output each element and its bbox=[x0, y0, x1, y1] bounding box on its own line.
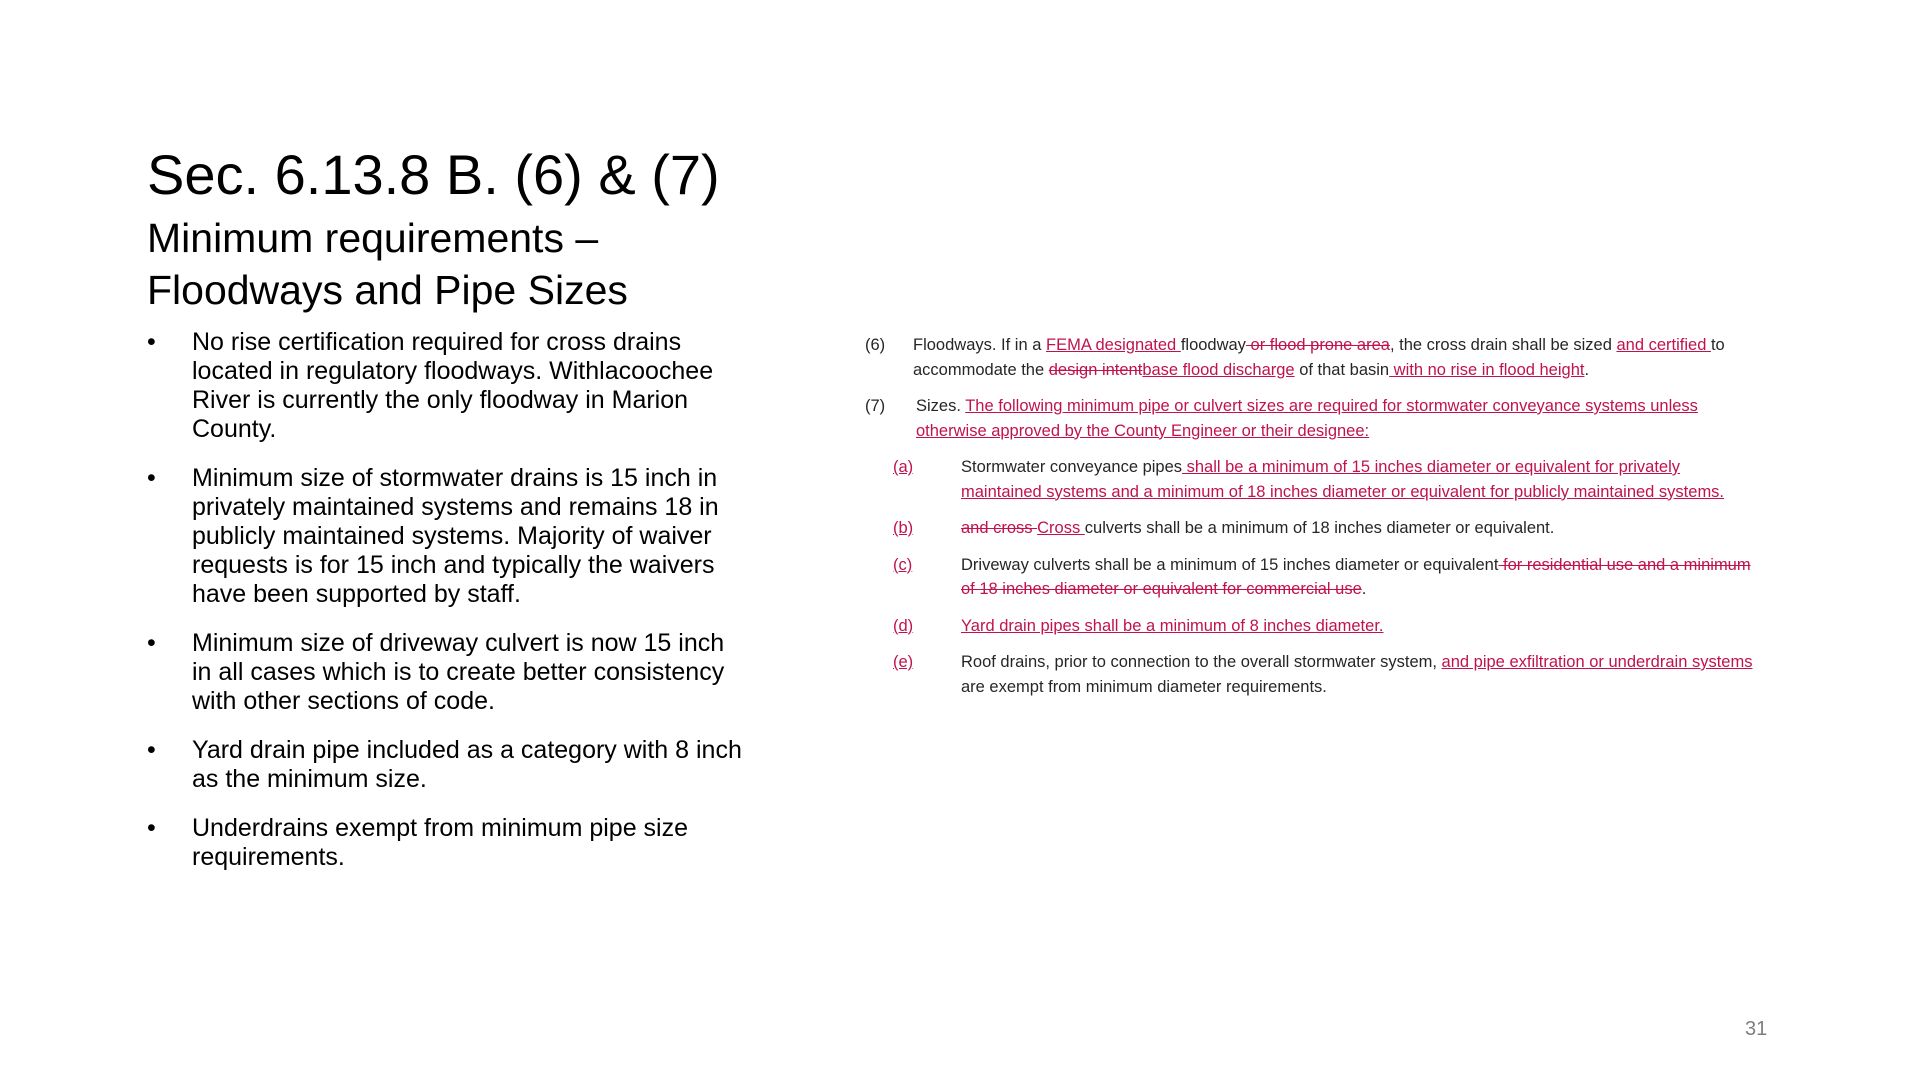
bullet-text: Underdrains exempt from minimum pipe size requirements. bbox=[192, 814, 689, 871]
bullet-text: No rise certification required for cross drains located in regulatory floodways. Withlacoochee River is currently the only floodway in Marion County. bbox=[192, 328, 714, 443]
deleted-text: and cross bbox=[961, 519, 1038, 537]
bullet-dot: • bbox=[147, 736, 156, 764]
inserted-text: Cross bbox=[1037, 519, 1085, 537]
inserted-text: and pipe exfiltration or underdrain systems bbox=[1441, 653, 1753, 671]
code-subsection-c bbox=[893, 553, 1755, 602]
bullet-item bbox=[147, 328, 747, 444]
plain-text: . bbox=[1361, 580, 1367, 598]
subsection-label: (d) bbox=[893, 616, 914, 635]
bullet-item bbox=[147, 629, 747, 716]
code-subsection-d bbox=[893, 614, 1755, 639]
paragraph-body bbox=[916, 394, 1755, 443]
code-excerpt bbox=[865, 333, 1755, 711]
inserted-text: shall be a minimum of 15 inches diameter or equivalent for privately maintained systems and a minimum of 18 inches diameter or equivalent for publicly maintained systems. bbox=[961, 458, 1725, 501]
code-subsection-b bbox=[893, 516, 1755, 541]
plain-text: floodway bbox=[1180, 336, 1246, 354]
bullet-text: Minimum size of driveway culvert is now 15 inch in all cases which is to create better consistency with other sections of code. bbox=[192, 629, 725, 715]
bullet-list bbox=[147, 328, 747, 892]
bullet-item bbox=[147, 464, 747, 609]
bullet-dot: • bbox=[147, 814, 156, 842]
plain-text: , the cross drain shall be sized bbox=[1389, 336, 1617, 354]
slide-subtitle: Minimum requirements – Floodways and Pipe Sizes bbox=[147, 215, 628, 313]
inserted-text: The following minimum pipe or culvert sizes are required for stormwater conveyance systems unless otherwise approved by the County Engineer or their designee: bbox=[916, 397, 1698, 440]
page-number: 31 bbox=[1745, 1018, 1768, 1040]
deleted-text: design intent bbox=[1048, 360, 1143, 379]
paragraph-number: (7) bbox=[865, 397, 886, 415]
bullet-text: Yard drain pipe included as a category with 8 inch as the minimum size. bbox=[192, 736, 742, 793]
plain-text: . bbox=[1584, 360, 1590, 379]
subsection-body bbox=[961, 553, 1755, 602]
plain-text: to accommodate the bbox=[913, 336, 1725, 379]
subsection-label: (c) bbox=[893, 555, 913, 574]
inserted-text: FEMA designated bbox=[1045, 336, 1181, 354]
subsection-body bbox=[961, 516, 1755, 541]
code-subsection-e bbox=[893, 650, 1755, 699]
bullet-text: Minimum size of stormwater drains is 15 inch in privately maintained systems and remains 18 in publicly maintained systems. Majority of waiver requests is for 15 inch and typically the waivers have been supported by staff. bbox=[192, 464, 719, 608]
deleted-text: for residential use and a minimum of 18 inches diameter or equivalent for commercial use bbox=[961, 555, 1751, 598]
bullet-dot: • bbox=[147, 629, 156, 657]
plain-text: are exempt from minimum diameter requirements. bbox=[961, 677, 1327, 696]
subsection-label: (b) bbox=[893, 519, 914, 537]
code-paragraph-6 bbox=[865, 333, 1755, 382]
plain-text: Roof drains, prior to connection to the overall stormwater system, bbox=[961, 653, 1442, 671]
paragraph-number: (6) bbox=[865, 336, 886, 354]
plain-text: of that basin bbox=[1294, 360, 1390, 379]
deleted-text: or flood prone area bbox=[1245, 336, 1390, 354]
inserted-text: with no rise in flood height bbox=[1389, 360, 1585, 379]
subsection-label: (a) bbox=[893, 458, 914, 476]
code-subsection-a bbox=[893, 455, 1755, 504]
bullet-item bbox=[147, 736, 747, 794]
plain-text: Sizes. bbox=[916, 397, 966, 415]
slide-title: Sec. 6.13.8 B. (6) & (7) bbox=[147, 143, 720, 206]
code-paragraph-7 bbox=[865, 394, 1755, 443]
inserted-text: and certified bbox=[1616, 336, 1711, 354]
bullet-dot: • bbox=[147, 328, 156, 356]
subsection-body bbox=[961, 650, 1755, 699]
subsection-label: (e) bbox=[893, 653, 914, 671]
plain-text: culverts shall be a minimum of 18 inches diameter or equivalent. bbox=[1084, 519, 1555, 537]
bullet-item bbox=[147, 814, 747, 872]
inserted-text: base flood discharge bbox=[1142, 360, 1295, 379]
plain-text: Stormwater conveyance pipes bbox=[961, 458, 1183, 476]
subsection-body bbox=[961, 614, 1755, 639]
subsection-body bbox=[961, 455, 1755, 504]
bullet-dot: • bbox=[147, 464, 156, 492]
plain-text: Floodways. If in a bbox=[913, 336, 1046, 354]
plain-text: Driveway culverts shall be a minimum of 15 inches diameter or equivalent bbox=[961, 555, 1499, 574]
paragraph-body bbox=[913, 333, 1755, 382]
inserted-text: Yard drain pipes shall be a minimum of 8 inches diameter. bbox=[961, 616, 1384, 635]
